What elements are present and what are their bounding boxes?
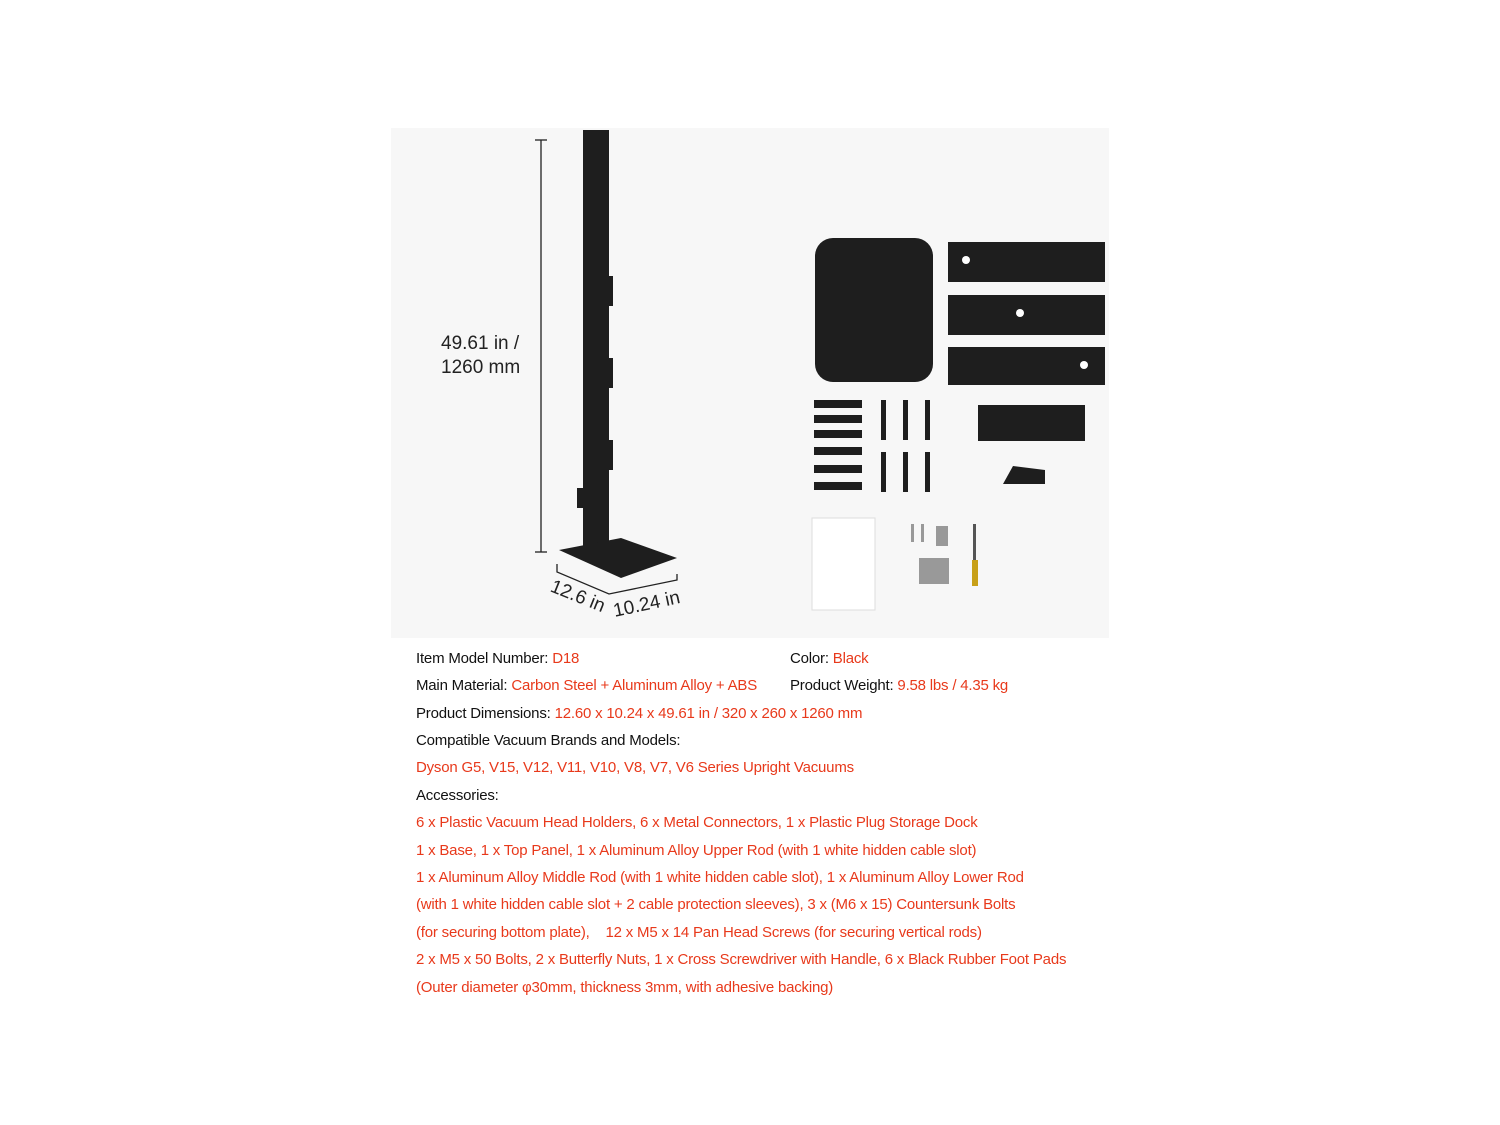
label: Product Weight: <box>790 677 894 694</box>
accessory-line: (for securing bottom plate), 12 x M5 x 14 Pan Head Screws (for securing vertical rods) <box>416 924 982 941</box>
depth-label: 12.6 in <box>547 576 609 617</box>
color-row <box>790 650 868 667</box>
material-row <box>416 677 757 694</box>
vacuum-stand <box>559 130 677 578</box>
product-image <box>391 128 1109 638</box>
accessory-line: (Outer diameter φ30mm, thickness 3mm, with adhesive backing) <box>416 979 834 996</box>
weight-row <box>790 677 1008 694</box>
accessory-line: 2 x M5 x 50 Bolts, 2 x Butterfly Nuts, 1 x Cross Screwdriver with Handle, 6 x Black Rubber Foot Pads <box>416 951 1067 968</box>
height-label-mm: 1260 mm <box>441 357 521 378</box>
product-specs <box>391 638 1109 998</box>
label: Main Material: <box>416 677 508 694</box>
dimensions-row <box>416 705 862 722</box>
label: Item Model Number: <box>416 650 549 667</box>
label: Color: <box>790 650 829 667</box>
accessories-label: Accessories: <box>416 787 499 804</box>
material-value: Carbon Steel + Aluminum Alloy + ABS <box>511 677 758 694</box>
accessory-line: 1 x Aluminum Alloy Middle Rod (with 1 white hidden cable slot), 1 x Aluminum Alloy Lower Rod <box>416 869 1024 886</box>
compatible-value: Dyson G5, V15, V12, V11, V10, V8, V7, V6 Series Upright Vacuums <box>416 759 854 776</box>
height-dimension-line <box>535 140 547 552</box>
width-label: 10.24 in <box>611 587 682 622</box>
dimensions-value: 12.60 x 10.24 x 49.61 in / 320 x 260 x 1260 mm <box>554 705 863 722</box>
model-value: D18 <box>552 650 580 667</box>
compatible-label: Compatible Vacuum Brands and Models: <box>416 732 681 749</box>
height-label: 49.61 in / <box>441 333 520 354</box>
accessory-line: 6 x Plastic Vacuum Head Holders, 6 x Metal Connectors, 1 x Plastic Plug Storage Dock <box>416 814 978 831</box>
parts-layout <box>812 238 1105 610</box>
vacuum-stand-illustration <box>391 128 1109 638</box>
accessory-line: (with 1 white hidden cable slot + 2 cable protection sleeves), 3 x (M6 x 15) Countersunk Bolts <box>416 896 1016 913</box>
accessory-line: 1 x Base, 1 x Top Panel, 1 x Aluminum Alloy Upper Rod (with 1 white hidden cable slot) <box>416 842 977 859</box>
weight-value: 9.58 lbs / 4.35 kg <box>897 677 1009 694</box>
model-row <box>416 650 579 667</box>
color-value: Black <box>832 650 869 667</box>
label: Product Dimensions: <box>416 705 551 722</box>
